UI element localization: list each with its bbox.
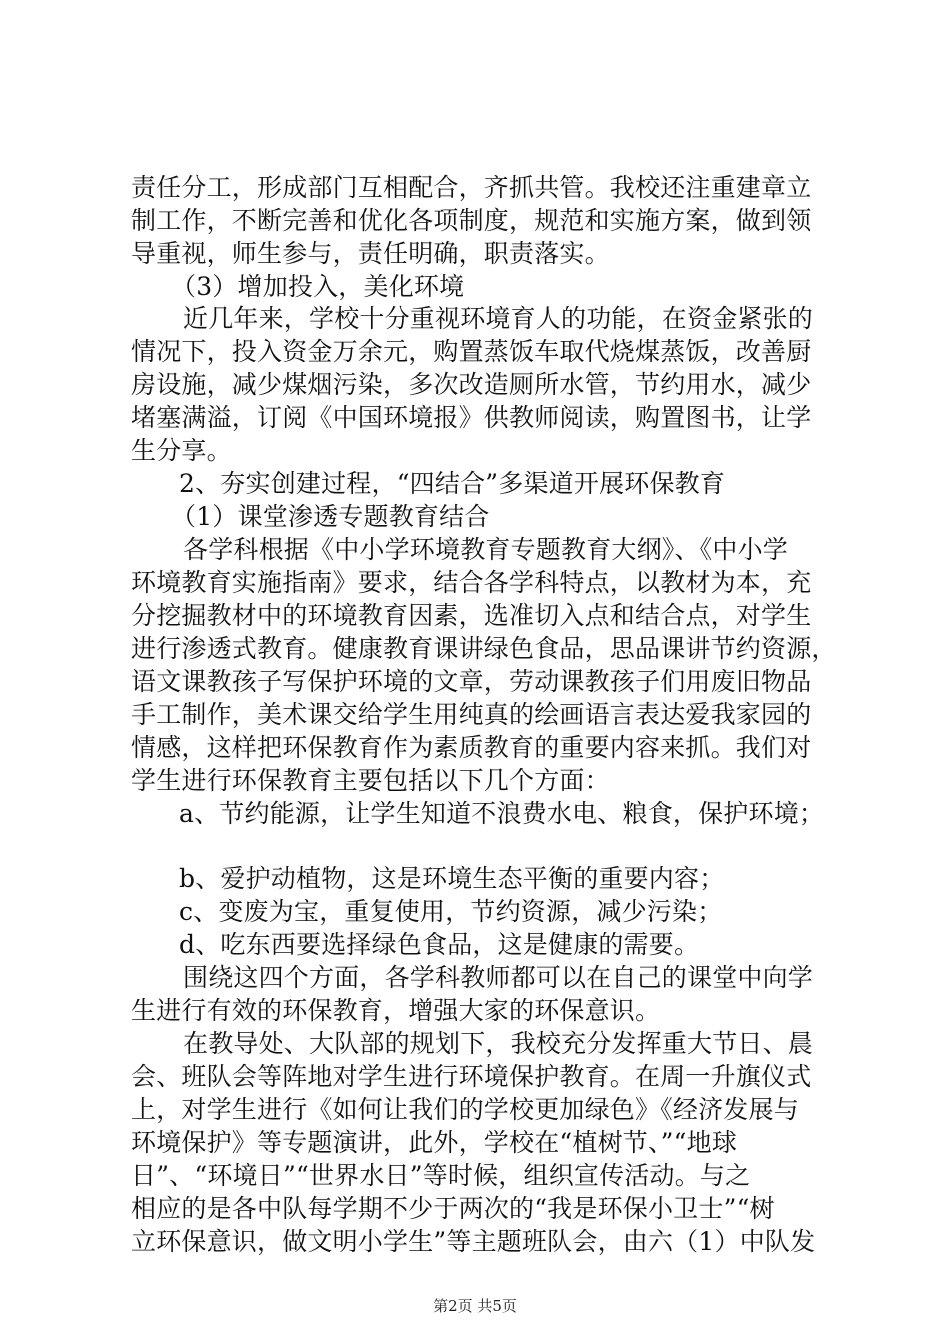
- text-line: 手工制作，美术课交给学生用纯真的绘画语言表达爱我家园的: [131, 700, 812, 729]
- list-item: d、吃东西要选择绿色食品，这是健康的需要。: [179, 930, 700, 959]
- text-line: 情感，这样把环保教育作为素质教育的重要内容来抓。我们对: [131, 733, 812, 762]
- text-line: 生分享。: [131, 436, 232, 465]
- text-line: 在教导处、大队部的规划下，我校充分发挥重大节日、晨: [183, 1029, 814, 1058]
- section-heading: （3）增加投入，美化环境: [171, 272, 465, 301]
- subsection-heading: （1）课堂渗透专题教育结合: [171, 502, 490, 531]
- text-line: 会、班队会等阵地对学生进行环境保护教育。在周一升旗仪式: [131, 1062, 812, 1091]
- page-footer: 第2页 共5页: [433, 1297, 517, 1315]
- text-line: 各学科根据《中小学环境教育专题教育大纲》、《中小学: [183, 535, 789, 564]
- list-item: b、爱护动植物，这是环境生态平衡的重要内容；: [179, 864, 725, 893]
- text-line: 上，对学生进行《如何让我们的学校更加绿色》《经济发展与: [131, 1095, 799, 1124]
- text-line: 相应的是各中队每学期不少于两次的“我是环保小卫士”“树: [131, 1194, 775, 1223]
- text-line: 情况下，投入资金万余元，购置蒸饭车取代烧煤蒸饭，改善厨: [131, 337, 812, 366]
- text-line: 围绕这四个方面，各学科教师都可以在自己的课堂中向学: [183, 963, 814, 992]
- text-line: 责任分工，形成部门互相配合，齐抓共管。我校还注重建章立: [131, 173, 812, 202]
- text-line: 房设施，减少煤烟污染，多次改造厕所水管，节约用水，减少: [131, 370, 812, 399]
- text-line: 环境保护》等专题演讲，此外，学校在“植树节、”“地球: [131, 1128, 738, 1157]
- list-item: c、变废为宝，重复使用，节约资源，减少污染；: [179, 897, 723, 926]
- section-heading: 2、夯实创建过程，“四结合”多渠道开展环保教育: [179, 469, 726, 498]
- text-line: 制工作，不断完善和优化各项制度，规范和实施方案，做到领: [131, 206, 812, 235]
- text-line: 日”、“环境日”“世界水日”等时候，组织宣传活动。与之: [131, 1161, 751, 1190]
- text-line: 环境教育实施指南》要求，结合各学科特点，以教材为本，充: [131, 568, 812, 597]
- list-item: a、节约能源，让学生知道不浪费水电、粮食，保护环境；: [179, 799, 825, 828]
- text-line: 立环保意识，做文明小学生”等主题班队会，由六（1）中队发: [131, 1227, 816, 1256]
- text-line: 语文课教孩子写保护环境的文章，劳动课教孩子们用废旧物品: [131, 667, 812, 696]
- text-line: 堵塞满溢，订阅《中国环境报》供教师阅读，购置图书，让学: [131, 403, 812, 432]
- text-line: 学生进行环保教育主要包括以下几个方面：: [131, 766, 610, 795]
- text-line: 生进行有效的环保教育，增强大家的环保意识。: [131, 996, 661, 1025]
- text-line: 分挖掘教材中的环境教育因素，选准切入点和结合点，对学生: [131, 601, 812, 630]
- text-line: 近几年来，学校十分重视环境育人的功能，在资金紧张的: [183, 304, 814, 333]
- text-line: 进行渗透式教育。健康教育课讲绿色食品，思品课讲节约资源，: [131, 634, 837, 663]
- text-line: 导重视，师生参与，责任明确，职责落实。: [131, 239, 610, 268]
